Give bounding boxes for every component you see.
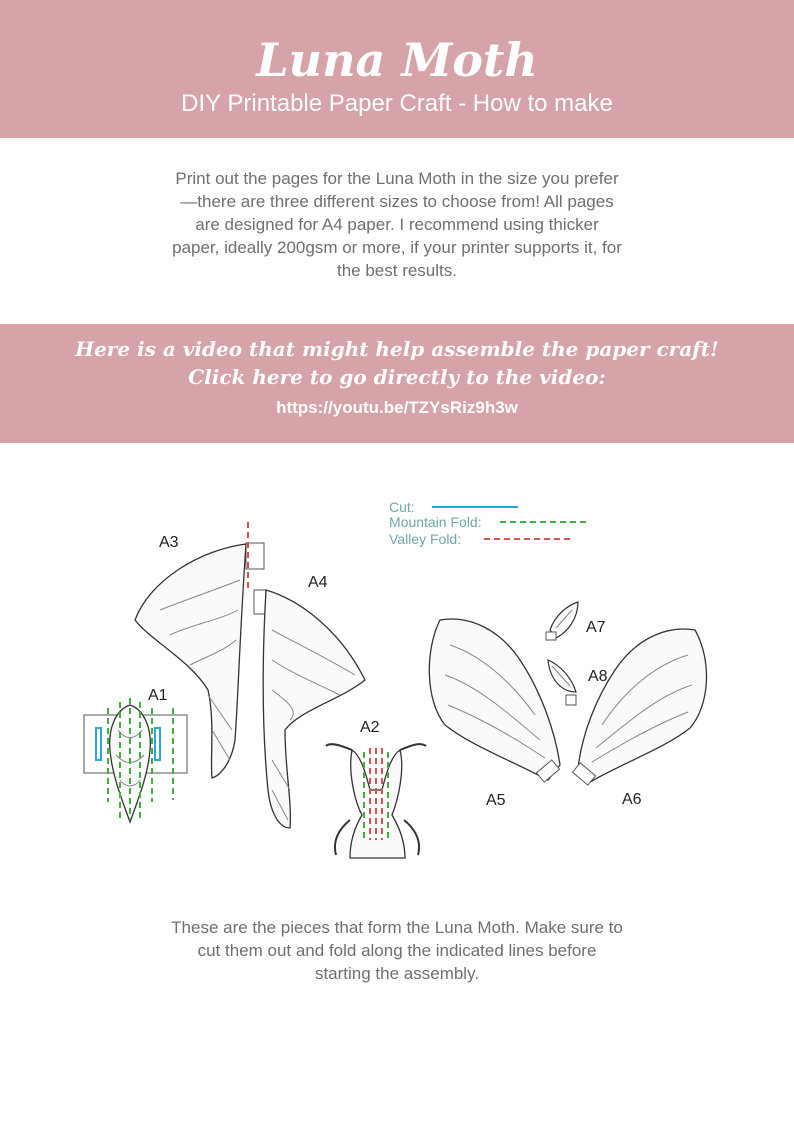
piece-label-a7: A7 <box>586 619 606 636</box>
piece-a2 <box>326 744 426 858</box>
piece-a4 <box>254 590 365 828</box>
legend-mountain-label: Mountain Fold: <box>389 514 482 530</box>
piece-label-a6: A6 <box>622 791 642 808</box>
piece-label-a5: A5 <box>486 792 506 809</box>
intro-paragraph: Print out the pages for the Luna Moth in the size you prefer—there are three different sizes to choose from! All pages are designed for A4 paper. I recommend using thicker paper, ideally 200gsm or more, if your printer supports it, for the best results. <box>172 169 622 280</box>
video-banner-line1: Here is a video that might help assemble the paper craft! <box>75 337 719 361</box>
video-banner <box>0 324 794 443</box>
piece-a6 <box>572 629 706 785</box>
video-banner-line2[interactable]: Click here to go directly to the video: <box>188 365 606 389</box>
piece-label-a2: A2 <box>360 719 380 736</box>
page-title: Luna Moth <box>256 33 538 87</box>
legend-cut-label: Cut: <box>389 499 415 515</box>
piece-a8 <box>548 660 576 705</box>
header-banner <box>0 0 794 138</box>
pieces-diagram <box>0 470 794 870</box>
piece-label-a4: A4 <box>308 574 328 591</box>
piece-a1 <box>84 698 187 822</box>
page-subtitle: DIY Printable Paper Craft - How to make <box>181 90 613 117</box>
fold-legend <box>389 499 590 547</box>
piece-a5 <box>429 619 560 782</box>
video-link[interactable]: https://youtu.be/TZYsRiz9h3w <box>276 398 518 417</box>
outro-paragraph: These are the pieces that form the Luna Moth. Make sure to cut them out and fold along the indicated lines before starting the assembly. <box>171 918 623 983</box>
legend-valley-label: Valley Fold: <box>389 531 462 547</box>
piece-label-a3: A3 <box>159 534 179 551</box>
piece-a7 <box>546 602 578 640</box>
piece-label-a1: A1 <box>148 687 168 704</box>
piece-label-a8: A8 <box>588 668 608 685</box>
